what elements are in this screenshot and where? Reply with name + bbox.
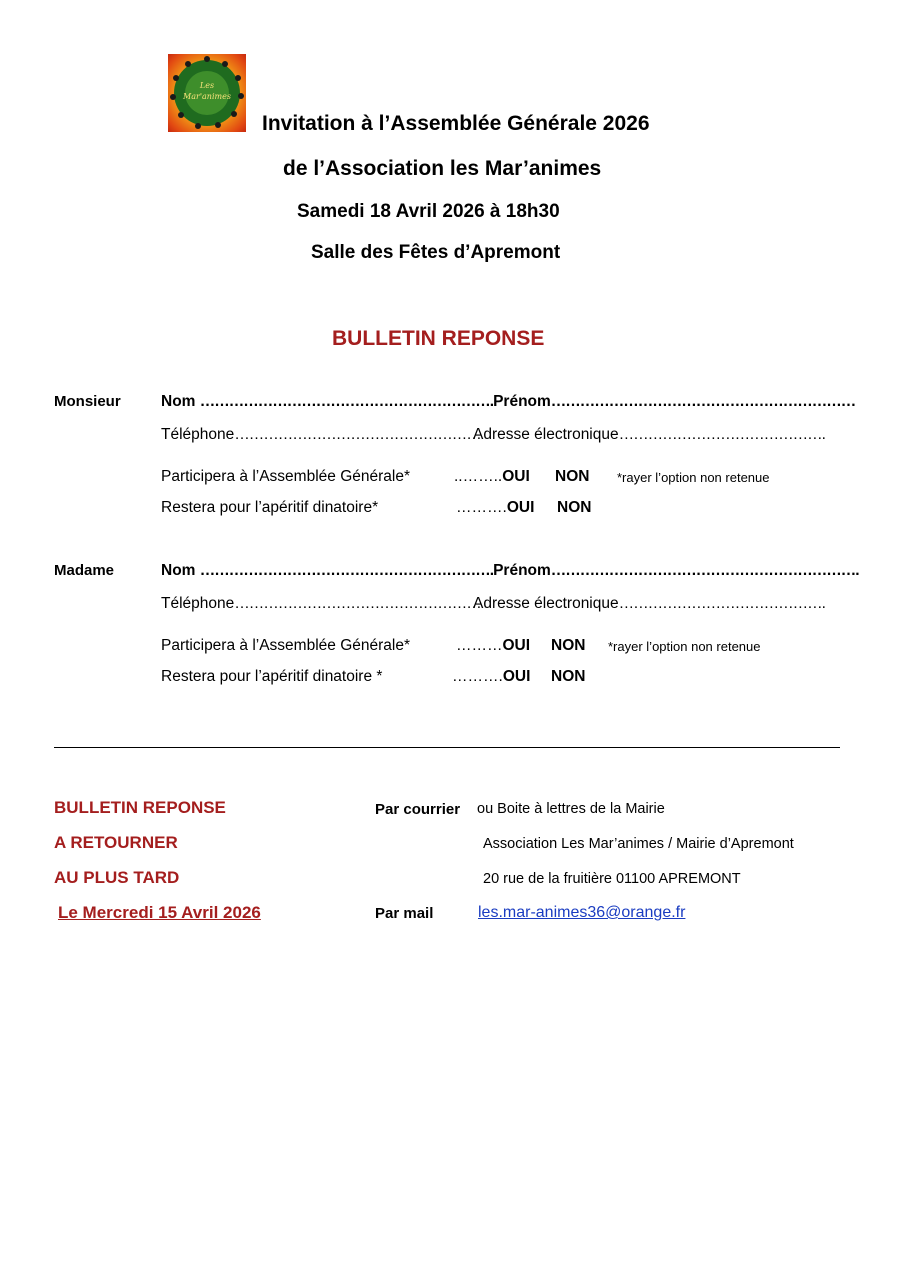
yes-dots: ………. xyxy=(456,499,507,516)
association-logo xyxy=(168,54,246,132)
invitation-title-line1: Invitation à l’Assemblée Générale 2026 xyxy=(262,112,650,135)
post-label: Par courrier xyxy=(375,801,461,818)
yes-label: OUI xyxy=(502,637,531,654)
assembly-yes-option[interactable] xyxy=(456,637,530,655)
invitation-title-line2: de l’Association les Mar’animes xyxy=(283,157,602,180)
nom-label: Nom xyxy=(161,393,196,410)
aperitif-yes-option[interactable] xyxy=(452,668,530,686)
aperitif-yes-option[interactable] xyxy=(456,499,534,517)
logo-graphic xyxy=(168,54,246,132)
return-heading-line3: AU PLUS TARD xyxy=(54,868,180,887)
assembly-no-option[interactable] xyxy=(555,468,589,486)
no-label: NON xyxy=(555,468,590,485)
no-label: NON xyxy=(551,668,586,685)
section-label: Monsieur xyxy=(54,393,121,410)
option-note: *rayer l’option non retenue xyxy=(617,470,770,485)
assembly-question: Participera à l’Assemblée Générale* xyxy=(161,468,410,485)
yes-dots: ……… xyxy=(456,637,503,654)
no-label: NON xyxy=(557,499,592,516)
address-line2: 20 rue de la fruitière 01100 APREMONT xyxy=(483,871,741,887)
nom-label: Nom xyxy=(161,562,196,579)
return-deadline: Le Mercredi 15 Avril 2026 xyxy=(58,903,261,922)
yes-dots: ..…….. xyxy=(454,468,503,485)
email-dots: ……………………………………. xyxy=(618,426,825,443)
telephone-field-row[interactable] xyxy=(161,426,481,444)
telephone-dots: …………………………………………… xyxy=(234,426,481,443)
assembly-yes-option[interactable] xyxy=(454,468,530,486)
return-heading-line2: A RETOURNER xyxy=(54,833,178,852)
email-label: Adresse électronique xyxy=(473,595,619,612)
telephone-label: Téléphone xyxy=(161,426,235,443)
return-heading-line1: BULLETIN REPONSE xyxy=(54,798,226,817)
bulletin-title: BULLETIN REPONSE xyxy=(332,327,545,350)
email-dots: ……………………………………. xyxy=(618,595,825,612)
mail-label: Par mail xyxy=(375,905,434,922)
email-link[interactable]: les.mar-animes36@orange.fr xyxy=(478,904,686,921)
name-field-row[interactable] xyxy=(161,393,855,411)
telephone-label: Téléphone xyxy=(161,595,235,612)
prenom-dots: ………………………………………………………. xyxy=(550,562,859,579)
telephone-dots: …………………………………………… xyxy=(234,595,481,612)
nom-dots: ……………………………………………………. xyxy=(199,562,494,579)
logo-text-1: Les xyxy=(199,81,215,90)
aperitif-question: Restera pour l’apéritif dinatoire * xyxy=(161,668,383,685)
address-line1: Association Les Mar’animes / Mairie d’Apremont xyxy=(483,836,794,852)
aperitif-no-option[interactable] xyxy=(557,499,591,517)
email-field-row[interactable] xyxy=(473,426,825,444)
prenom-label: Prénom xyxy=(493,393,551,410)
yes-label: OUI xyxy=(506,499,535,516)
assembly-no-option[interactable] xyxy=(551,637,585,655)
post-option: ou Boite à lettres de la Mairie xyxy=(477,801,665,817)
no-label: NON xyxy=(551,637,586,654)
telephone-field-row[interactable] xyxy=(161,595,481,613)
option-note: *rayer l’option non retenue xyxy=(608,639,761,654)
assembly-question: Participera à l’Assemblée Générale* xyxy=(161,637,410,654)
aperitif-no-option[interactable] xyxy=(551,668,585,686)
yes-label: OUI xyxy=(502,468,530,485)
section-label: Madame xyxy=(54,562,115,579)
yes-label: OUI xyxy=(502,668,531,685)
event-place: Salle des Fêtes d’Apremont xyxy=(311,242,561,263)
yes-dots: ………. xyxy=(452,668,503,685)
prenom-label: Prénom xyxy=(493,562,551,579)
nom-dots: ……………………………………………………. xyxy=(199,393,494,410)
email-label: Adresse électronique xyxy=(473,426,619,443)
aperitif-question: Restera pour l’apéritif dinatoire* xyxy=(161,499,379,516)
event-date: Samedi 18 Avril 2026 à 18h30 xyxy=(297,201,560,222)
logo-text-2: Mar'animes xyxy=(183,92,231,101)
name-field-row[interactable] xyxy=(161,562,859,580)
email-field-row[interactable] xyxy=(473,595,825,613)
prenom-dots: ……………………………………………………… xyxy=(550,393,856,410)
separator-line xyxy=(54,747,840,748)
